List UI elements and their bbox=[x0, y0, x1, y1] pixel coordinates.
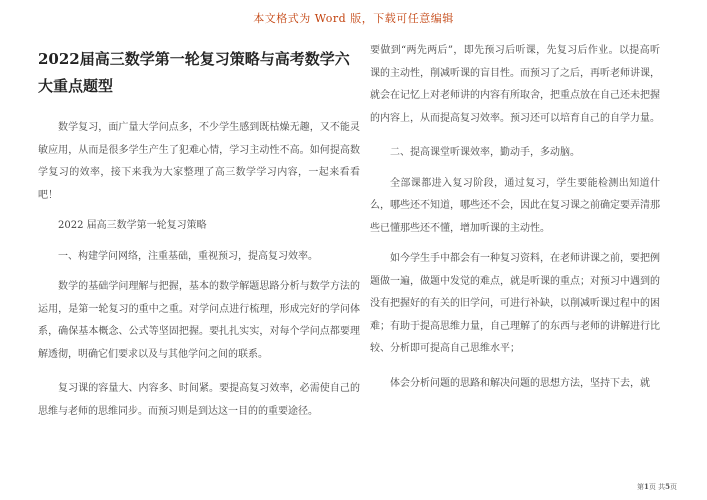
materials-paragraph: 如今学生手中都会有一种复习资料，在老师讲课之前，要把例题做一遍，做题中发觉的难点，就是听课的重点；对预习中遇到的没有把握好的有关的旧学问，可进行补缺，以削减听课过程中的困难；有助于提高思维力量，自己理解了的东西与老师的讲解进行比较、分析即可提高自己思维水平； bbox=[370, 253, 660, 354]
document-title: 2022届高三数学第一轮复习策略与高考数学六大重点题型 bbox=[38, 50, 350, 95]
total-pages: 5 bbox=[665, 482, 670, 491]
page-suffix: 页 bbox=[670, 483, 677, 491]
basics-paragraph: 数学的基础学问理解与把握，基本的数学解题思路分析与数学方法的运用，是第一轮复习的重中之重。对学问点进行梳理，形成完好的学问体系，确保基本概念、公式等坚固把握。要扎扎实实，对每个学问点都要理解透彻，明确它们要求以及与其他学问之间的联系。 bbox=[38, 281, 360, 360]
page-number bbox=[637, 482, 677, 492]
section-one-heading: 一、构建学问网络，注重基础，重视预习，提高复习效率。 bbox=[58, 250, 318, 262]
page-prefix: 第 bbox=[637, 483, 645, 491]
format-banner: 本文格式为 Word 版，下载可任意编辑 bbox=[253, 12, 454, 25]
page-middle: 页 共 bbox=[648, 483, 666, 491]
section-two-heading: 二、提高课堂听课效率，勤动手，多动脑。 bbox=[390, 147, 580, 158]
review-paragraph: 复习课的容量大、内容多、时间紧。要提高复习效率，必需使自己的思维与老师的思维同步。而预习则是到达这一目的的重要途径。 bbox=[38, 383, 360, 417]
preview-paragraph: 要做到“两先两后”，即先预习后听课，先复习后作业。以提高听课的主动性，削减听课的盲目性。而预习了之后，再听老师讲课，就会在记忆上对老师讲的内容有所取舍，把重点放在自己还未把握的内容上，从而提高复习效率。预习还可以培育自己的自学力量。 bbox=[370, 45, 660, 124]
review-stage-paragraph: 全部课都进入复习阶段，通过复习，学生要能检测出知道什么，哪些还不知道，哪些还不会，因此在复习课之前确定要弄清那些已懂那些还不懂，增加听课的主动性。 bbox=[370, 177, 660, 234]
intro-paragraph: 数学复习，面广量大学问点多，不少学生感到既枯燥无趣，又不能灵敏应用，从而是很多学生产生了犯难心情，学习主动性不高。如何提高数学复习的效率，接下来我为大家整理了高三数学学习内容，一起来看看吧！ bbox=[38, 122, 360, 201]
strategy-heading: 2022 届高三数学第一轮复习策略 bbox=[58, 220, 207, 231]
thinking-paragraph: 体会分析问题的思路和解决问题的思想方法，坚持下去，就 bbox=[390, 377, 650, 389]
left-column bbox=[38, 40, 360, 423]
current-page: 1 bbox=[644, 482, 649, 491]
right-column bbox=[370, 40, 660, 395]
